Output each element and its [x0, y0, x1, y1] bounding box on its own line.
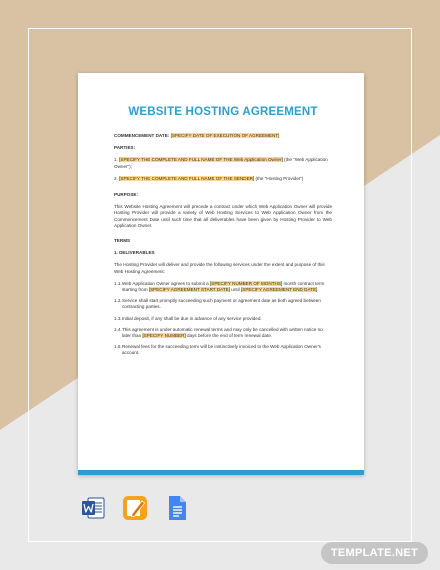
list-item-number: 1.4. — [114, 326, 122, 332]
end-date-field: [SPECIFY AGREEMENT END DATE] — [240, 287, 318, 293]
party-1 — [114, 157, 332, 169]
list-item-text: Renewal fees for the succeeding term will be instinctively invoiced to the Web Application Owner's account. — [122, 344, 321, 356]
list-item-text — [122, 281, 332, 293]
item-text-segment: . — [317, 287, 319, 293]
brand-badge[interactable]: TEMPLATE.NET — [321, 542, 428, 564]
list-item-text — [122, 327, 332, 339]
party-1-field: [SPECIFY THE COMPLETE AND FULL NAME OF THE Web Application Owner] — [119, 157, 283, 163]
list-item — [114, 281, 332, 293]
pages-icon[interactable] — [122, 495, 148, 521]
party-2-number: 2. — [114, 175, 118, 181]
item-text-segment: month contract term starting from — [122, 280, 325, 293]
purpose-heading: PURPOSE: — [114, 192, 138, 198]
list-item — [114, 316, 332, 322]
google-docs-icon[interactable] — [164, 495, 190, 521]
document-title: WEBSITE HOSTING AGREEMENT — [128, 106, 318, 118]
list-item-number: 1.1. — [114, 280, 122, 286]
document-page — [78, 73, 364, 475]
list-item — [114, 344, 332, 356]
list-item — [114, 327, 332, 339]
party-2 — [114, 176, 332, 182]
deliverables-intro: The Hosting Provider will deliver and provide the following services under the extent and purpose of this Web Hosting Agreement: — [114, 262, 325, 274]
format-icons — [80, 495, 190, 521]
item-text-segment: days before the end of term renewal date. — [185, 333, 273, 339]
terms-heading: TERMS — [114, 238, 131, 244]
document-body — [114, 106, 332, 362]
item-text-segment: This agreement is under automatic renewal terms and may only be cancelled with written notice no later than — [122, 326, 323, 339]
months-field: [SPECIFY NUMBER OF MONTHS] — [210, 280, 283, 286]
party-2-field: [SPECIFY THE COMPLETE AND FULL NAME OF THE SENDER] — [119, 175, 255, 181]
word-icon[interactable] — [80, 495, 106, 521]
item-text-segment: Web Application Owner agrees to submit a — [122, 280, 211, 286]
notice-days-field: [SPECIFY NUMBER] — [142, 333, 186, 339]
list-item-text: Service shall start promptly succeeding such payment or agreement date as both agreed between contracting parties. — [122, 298, 321, 310]
party-1-number: 1. — [114, 157, 118, 163]
purpose-text: This Website Hosting Agreement will precede a contract under which Web Application Owner will provide Hosting Provider will provide a variety of Web Hosting Services to Web Application Owner from the Commencement Date until such time that all deliverables have been given by Hosting Provider to Web Application Owner. — [114, 204, 332, 228]
list-item — [114, 298, 332, 310]
commencement-field: [SPECIFY DATE OF EXECUTION OF AGREEMENT] — [170, 133, 280, 138]
deliverables-heading: 1. DELIVERABLES — [114, 250, 155, 256]
list-item-number: 1.5. — [114, 344, 122, 350]
party-2-suffix: (the "Hosting Provider") — [254, 175, 304, 181]
list-item-text: Initial deposit, if any shall be due in advance of any service provided. — [122, 315, 262, 321]
list-item-number: 1.3. — [114, 315, 122, 321]
start-date-field: [SPECIFY AGREEMENT START DATE] — [148, 287, 230, 293]
document-footer-bar — [78, 470, 364, 475]
party-1-suffix: (the "Web Application Owner"); — [114, 157, 328, 169]
list-item-number: 1.2. — [114, 298, 122, 304]
commencement-line — [114, 133, 332, 139]
item-text-segment: until — [230, 287, 241, 293]
parties-heading: PARTIES: — [114, 145, 136, 151]
commencement-label: COMMENCEMENT DATE: — [114, 133, 170, 138]
